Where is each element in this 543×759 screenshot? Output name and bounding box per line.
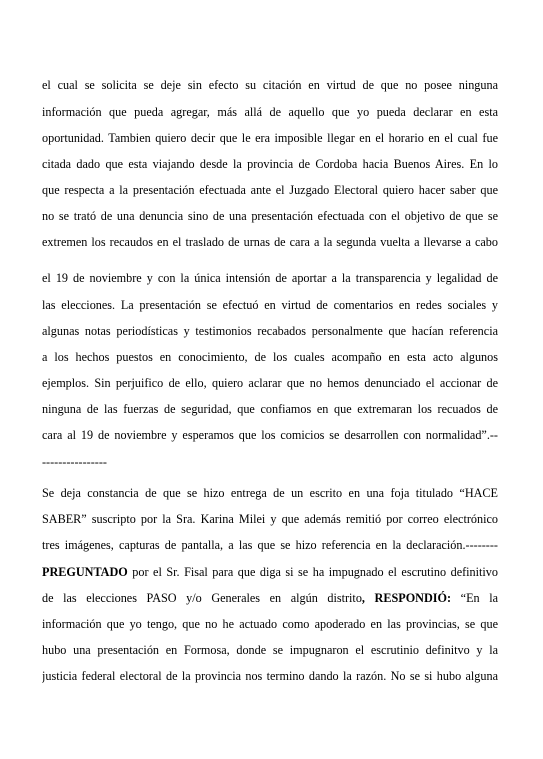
respondio-label: , RESPONDIÓ: (361, 591, 452, 605)
text-line: el cual se solicita se deje sin efecto su citación en virtud de que no posee ninguna (42, 78, 498, 92)
question-text: por el Sr. Fisal para que diga si se ha impugnado el escrutino definitivo (127, 565, 498, 579)
text-line: información que pueda agregar, más allá de aquello que yo pueda declarar en esta (42, 105, 498, 119)
text-line (42, 590, 498, 606)
text-line: extremen los recaudos en el traslado de urnas de cara a la segunda vuelta a llevarse a cabo (42, 235, 498, 249)
text-line: ninguna de las fuerzas de seguridad, que confiamos en que extremaran los recuados de (42, 402, 498, 416)
text-line: ---------------- (42, 455, 107, 469)
text-line: hubo una presentación en Formosa, donde se impugnaron el escrutinio definitvo y la (42, 643, 498, 657)
text-line: oportunidad. Tambien quiero decir que le era imposible llegar en el horario en el cual fue (42, 131, 498, 145)
text-line: el 19 de noviembre y con la única intensión de aportar a la transparencia y legalidad de (42, 271, 498, 285)
text-line: algunas notas periodísticas y testimonios recabados personalmente que hacían referencia (42, 324, 498, 338)
text-line: las elecciones. La presentación se efectuó en virtud de comentarios en redes sociales y (42, 298, 498, 312)
text-line: citada dado que esta viajando desde la provincia de Cordoba hacia Buenos Aires. En lo (42, 157, 498, 171)
text-line: cara al 19 de noviembre y esperamos que los comicios se desarrollen con normalidad”.-- (42, 428, 498, 442)
text-line: no se trató de una denuncia sino de una presentación efectuada con el objetivo de que se (42, 209, 498, 223)
text-line: Se deja constancia de que se hizo entrega de un escrito en una foja titulado “HACE (42, 486, 498, 500)
text-line: que respecta a la presentación efectuada ante el Juzgado Electoral quiero hacer saber que (42, 183, 498, 197)
preguntado-label: PREGUNTADO (42, 565, 128, 579)
text-line: tres imágenes, capturas de pantalla, a las que se hizo referencia en la declaración.-------- (42, 538, 498, 552)
answer-text: “En la (451, 591, 498, 605)
question-text: de las elecciones PASO y/o Generales en algún distrito (42, 591, 362, 605)
text-line: información que yo tengo, que no he actuado como apoderado en las provincias, se que (42, 617, 498, 631)
text-line: a los hechos puestos en conocimiento, de los cuales acompaño en esta acto algunos (42, 350, 498, 364)
text-line: ejemplos. Sin perjuifico de ello, quiero aclarar que no hemos denunciado el accionar de (42, 376, 498, 390)
text-line: justicia federal electoral de la provincia nos termino dando la razón. No se si hubo alguna (42, 669, 498, 683)
text-line: SABER” suscripto por la Sra. Karina Milei y que además remitió por correo electrónico (42, 512, 498, 526)
text-line (42, 564, 498, 580)
